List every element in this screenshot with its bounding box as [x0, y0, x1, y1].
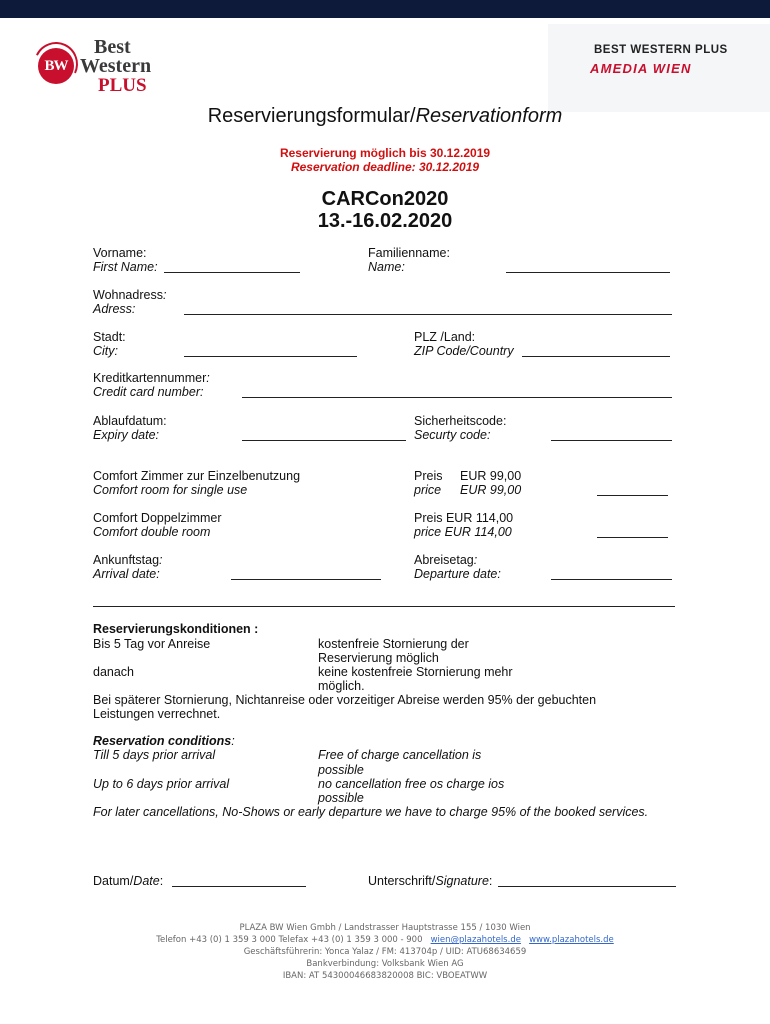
departure-label-de — [414, 553, 477, 567]
top-banner-bar — [0, 0, 770, 18]
departure-label-en: Departure date: — [414, 567, 501, 581]
departure-date-field[interactable] — [551, 579, 672, 580]
conditions-en-row2-left: Up to 6 days prior arrival — [93, 777, 230, 791]
single-price-amount-en: EUR 99,00 — [460, 483, 522, 497]
conditions-en-heading-text: Reservation conditions — [93, 734, 232, 748]
double-price-de: Preis EUR 114,00 — [414, 511, 514, 525]
conditions-de-row1-right-a: kostenfreie Stornierung der — [318, 637, 469, 651]
bw-emblem-text: BW — [44, 57, 68, 74]
footer-iban: IBAN: AT 54300046683820008 BIC: VBOEATWW — [282, 971, 488, 981]
city-label-de: Stadt: — [93, 330, 126, 344]
address-field[interactable] — [184, 314, 672, 315]
double-room-quantity-field[interactable] — [597, 537, 668, 538]
amedia-logo-line-2: AMEDIA WIEN — [590, 61, 692, 76]
card-label-de — [93, 371, 210, 385]
deadline-de: Reservierung möglich bis 30.12.2019 — [279, 146, 491, 160]
single-price-label-en: price — [414, 483, 442, 497]
single-room-label-en: Comfort room for single use — [93, 483, 248, 497]
expiry-label-en: Expiry date: — [93, 428, 160, 442]
footer-address: PLAZA BW Wien Gmbh / Landstrasser Hauptstrasse 155 / 1030 Wien — [239, 923, 531, 933]
address-label-de — [93, 288, 166, 302]
conditions-de-row1-right-b: Reservierung möglich — [318, 651, 439, 665]
departure-label-de-text: Abreisetag — [414, 553, 474, 567]
last-name-field[interactable] — [506, 272, 670, 273]
section-divider — [93, 606, 675, 607]
card-label-colon: : — [206, 371, 210, 385]
card-label-en: Credit card number: — [93, 385, 204, 399]
date-label-colon: : — [159, 874, 164, 888]
footer-website-link[interactable]: www.plazahotels.de — [529, 935, 614, 945]
conditions-de-row2-right-b: möglich. — [318, 679, 365, 693]
city-label-en: City: — [93, 344, 118, 358]
signature-label-en: Signature — [435, 874, 489, 888]
security-label-en: Securty code: — [414, 428, 491, 442]
footer-phone-fax: Telefon +43 (0) 1 359 3 000 Telefax +43 (0) 1 359 3 000 - 900 — [156, 935, 423, 945]
card-label-de-text: Kreditkartennummer — [93, 371, 207, 385]
best-western-plus-logo — [38, 38, 178, 96]
first-name-field[interactable] — [164, 272, 300, 273]
date-label-en: Date — [133, 874, 160, 888]
first-name-label-de: Vorname: — [93, 246, 147, 260]
conditions-en-heading — [93, 734, 235, 748]
deadline-en: Reservation deadline: 30.12.2019 — [290, 160, 480, 174]
zip-label-en: ZIP Code/Country — [414, 344, 514, 358]
security-label-de: Sicherheitscode: — [414, 414, 507, 428]
last-name-label-de: Familienname: — [368, 246, 450, 260]
footer-bank: Bankverbindung: Volksbank Wien AG — [306, 959, 464, 969]
address-label-de-text: Wohnadress — [93, 288, 163, 302]
signature-label — [368, 874, 492, 888]
city-field[interactable] — [184, 356, 357, 357]
footer-email-link[interactable]: wien@plazahotels.de — [430, 935, 521, 945]
signature-label-colon: : — [488, 874, 493, 888]
conditions-en-row2-right-b: possible — [318, 791, 364, 805]
conditions-de-row1-left: Bis 5 Tag vor Anreise — [93, 637, 211, 651]
date-field[interactable] — [172, 886, 306, 887]
address-label-colon: : — [162, 288, 167, 302]
expiry-label-de: Ablaufdatum: — [93, 414, 167, 428]
amedia-wien-logo — [548, 24, 770, 112]
conditions-en-row1-right-b: possible — [318, 763, 364, 777]
date-label-de: Datum/ — [93, 874, 134, 888]
conditions-en-row1-left: Till 5 days prior arrival — [93, 748, 216, 762]
date-label — [93, 874, 163, 888]
title-regular: Reservierungsformular/ — [207, 105, 416, 127]
bw-emblem-icon — [38, 48, 74, 84]
logo-line-2: Western — [80, 55, 152, 77]
zip-label-de: PLZ /Land: — [414, 330, 476, 344]
arrival-label-de — [93, 553, 163, 567]
double-room-label-de: Comfort Doppelzimmer — [93, 511, 222, 525]
amedia-logo-line-1: BEST WESTERN PLUS — [594, 44, 728, 56]
last-name-label-en: Name: — [368, 260, 405, 274]
first-name-label-en: First Name: — [93, 260, 158, 274]
single-room-quantity-field[interactable] — [597, 495, 668, 496]
zip-country-field[interactable] — [522, 356, 670, 357]
single-price-label-de: Preis — [414, 469, 443, 483]
double-price-en: price EUR 114,00 — [414, 525, 512, 539]
single-price-amount-de: EUR 99,00 — [460, 469, 522, 483]
conditions-en-row1-right-a: Free of charge cancellation is — [318, 748, 482, 762]
arrival-label-de-text: Ankunftstag — [93, 553, 160, 567]
event-dates: 13.-16.02.2020 — [317, 210, 453, 232]
conditions-de-note-b: Leistungen verrechnet. — [93, 707, 221, 721]
footer-contact — [0, 934, 770, 946]
title-italic: Reservationform — [415, 105, 563, 127]
address-label-en: Adress: — [93, 302, 136, 316]
conditions-de-row2-left: danach — [93, 665, 135, 679]
conditions-en-row2-right-a: no cancellation free os charge ios — [318, 777, 505, 791]
conditions-en-note: For later cancellations, No-Shows or early departure we have to charge 95% of the booked services. — [93, 805, 649, 819]
signature-label-de: Unterschrift/ — [368, 874, 436, 888]
double-room-label-en: Comfort double room — [93, 525, 211, 539]
single-room-label-de: Comfort Zimmer zur Einzelbenutzung — [93, 469, 301, 483]
conditions-en-heading-colon: : — [231, 734, 235, 748]
event-name: CARCon2020 — [321, 188, 449, 210]
security-code-field[interactable] — [551, 440, 672, 441]
arrival-label-colon: : — [159, 553, 163, 567]
conditions-de-heading: Reservierungskonditionen : — [93, 622, 259, 636]
logo-line-3: PLUS — [98, 75, 147, 96]
conditions-de-note-a: Bei späterer Stornierung, Nichtanreise oder vorzeitiger Abreise werden 95% der gebuchten — [93, 693, 597, 707]
arrival-date-field[interactable] — [231, 579, 381, 580]
credit-card-field[interactable] — [242, 397, 672, 398]
conditions-de-row2-right-a: keine kostenfreie Stornierung mehr — [318, 665, 513, 679]
expiry-date-field[interactable] — [242, 440, 406, 441]
logo-line-1: Best — [94, 36, 131, 58]
signature-field[interactable] — [498, 886, 676, 887]
page-title — [0, 105, 770, 128]
footer-management: Geschäftsführerin: Yonca Yalaz / FM: 413704p / UID: ATU68634659 — [243, 947, 527, 957]
arrival-label-en: Arrival date: — [93, 567, 160, 581]
departure-label-colon: : — [473, 553, 478, 567]
